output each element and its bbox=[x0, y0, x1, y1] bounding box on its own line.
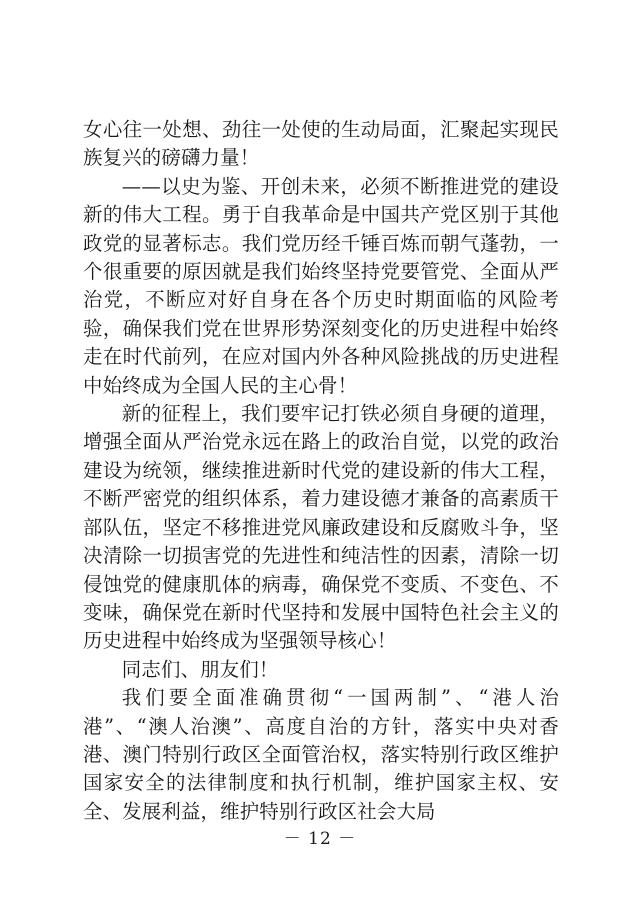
page-number: － 12 － bbox=[283, 829, 357, 849]
paragraph-2: ——以史为鉴、开创未来，必须不断推进党的建设新的伟大工程。勇于自我革命是中国共产党区别于其他政党的显著标志。我们党历经千锤百炼而朝气蓬勃，一个很重要的原因就是我们始终坚持党要管党、全面从严治党，不断应对好自身在各个历史时期面临的风险考验，确保我们党在世界形势深刻变化的历史进程中始终走在时代前列，在应对国内外各种风险挑战的历史进程中始终成为全国人民的主心骨！ bbox=[83, 174, 559, 397]
paragraph-3: 新的征程上，我们要牢记打铁必须自身硬的道理，增强全面从严治党永远在路上的政治自觉，以党的政治建设为统领，继续推进新时代党的建设新的伟大工程，不断严密党的组织体系，着力建设德才兼备的高素质干部队伍，坚定不移推进党风廉政建设和反腐败斗争，坚决清除一切损害党的先进性和纯洁性的因素，清除一切侵蚀党的健康肌体的病毒，确保党不变质、不变色、不变味，确保党在新时代坚持和发展中国特色社会主义的历史进程中始终成为坚强领导核心！ bbox=[83, 402, 559, 653]
paragraph-1: 女心往一处想、劲往一处使的生动局面，汇聚起实现民族复兴的磅礴力量！ bbox=[83, 118, 559, 170]
paragraph-5: 我们要全面准确贯彻“一国两制”、“港人治港”、“澳人治澳”、高度自治的方针，落实中央对香港、澳门特别行政区全面管治权，落实特别行政区维护国家安全的法律制度和执行机制，维护国家主权、安全、发展利益，维护特别行政区社会大局 bbox=[83, 686, 559, 823]
paragraph-4: 同志们、朋友们！ bbox=[121, 657, 279, 681]
body-text bbox=[83, 116, 559, 826]
